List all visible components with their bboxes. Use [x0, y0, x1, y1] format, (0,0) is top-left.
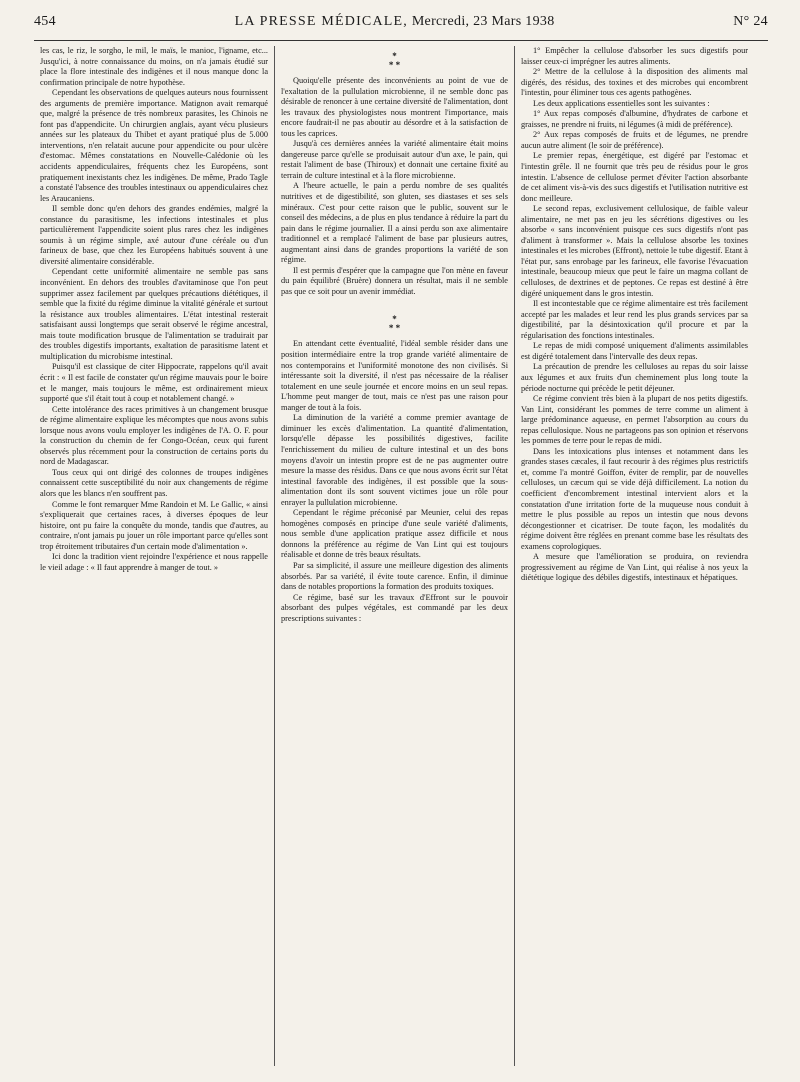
text-columns [34, 46, 770, 1066]
paragraph: Dans les intoxications plus intenses et notamment dans les grandes stases cæcales, il faut recourir à des régimes plus restrictifs et, comme l'a montré Goiffon, éviter de remplir, par de nouvelles celluloses, un cæcum qui se vide déjà difficilement. La notion du coefficient d'encombrement intestinal intervient alors et la constatation d'une irritation forte de la muqueuse nous conduit à mettre le plus possible au repos un intestin que nous devons décongestionner et cicatriser. De toute façon, les modalités du régime doivent être réglées en prenant comme base les résultats des examens coprologiques. [521, 446, 748, 551]
paragraph: Le premier repas, énergétique, est digéré par l'estomac et l'intestin grêle. Il ne fournit que très peu de résidus pour le gros intestin. L'absence de cellulose permet d'éviter l'action absorbante de cet aliment vis-à-vis des sucs digestifs et l'utilisation nutritive est donc meilleure. [521, 151, 748, 203]
paragraph: Le second repas, exclusivement cellulosique, de faible valeur alimentaire, ne met pas en jeu les sécrétions digestives ou les absorbe « sans inconvénient puisque ces sucs digestifs n'ont pas d'aliment à transformer ». Mais la cellulose absorbe les toxines intestinales et les microbes (Effront), nettoie le tube digestif. Etant à l'état pur, sans enrobage par les farineux, elle favorise l'évacuation intestinale, beaucoup mieux que peut le faire un magma collant de celluloses, de dextrines et de peptones. Ce repas est destiné à être digéré uniquement dans le gros intestin. [521, 204, 748, 298]
paragraph: Comme le font remarquer Mme Randoin et M. Le Gallic, « ainsi s'expliquerait que certaines races, à diverses époques de leur histoire, ont pu faire la conquête du monde, tandis que d'autres, au contraire, n'ont jamais pu jouer un rôle important parce qu'elles sont trop étroitement tributaires d'un certain mode d'alimentation ». [40, 499, 268, 551]
paragraph: Ce régime, basé sur les travaux d'Effront sur le pouvoir absorbant des pulpes végétales, est commandé par les deux prescriptions suivantes : [281, 592, 508, 623]
paragraph: 2° Aux repas composés de fruits et de légumes, ne prendre aucun autre aliment (le soir de préférence). [521, 130, 748, 150]
column-2 [274, 46, 514, 1066]
paragraph: les cas, le riz, le sorgho, le mil, le maïs, le manioc, l'igname, etc... Jusqu'ici, à notre connaissance du moins, on n'a jamais étudié sur place la flore intestinale des indigènes et il nous manque donc la confirmation principale de notre hypothèse. [40, 46, 268, 87]
column-3 [514, 46, 754, 1066]
paragraph: Ce régime convient très bien à la plupart de nos petits digestifs. Van Lint, considérant les pommes de terre comme un aliment à large prédominance aqueuse, en permet l'absorption au cours du repas cellulosique. Nous ne partageons pas son opinion et réservons les pommes de terre pour le repas de midi. [521, 394, 748, 446]
paragraph: Il semble donc qu'en dehors des grandes endémies, malgré la constance du parasitisme, les infections intestinales et plus particulièrement l'appendicite soient plus rares chez les indigènes soumis à un régime simple, axé autour d'une céréale ou d'un farineux de base, que chez les Européens habitués souvent à une diversité alimentaire considérable. [40, 204, 268, 266]
paragraph: La précaution de prendre les celluloses au repas du soir laisse aux légumes et aux fruits d'un cheminement plus long toute la période nocturne qui précède le petit déjeuner. [521, 362, 748, 393]
journal-name: LA PRESSE MÉDICALE, [234, 14, 408, 29]
column-2-part-a [281, 76, 508, 297]
paragraph: Puisqu'il est classique de citer Hippocrate, rappelons qu'il avait écrit : « Il est facile de constater qu'un régime mauvais pour le boire et le manger, mais toujours le même, est ordinairement mieux supporté que s'il était tout à coup et notablement changé. » [40, 362, 268, 404]
paragraph: Cependant le régime préconisé par Meunier, celui des repas homogènes composés en principe d'une seule variété d'aliments, nous semble d'une application pratique assez difficile et nous donnons la préférence au régime de Van Lint qui est toujours réalisable et donne de très beaux résultats. [281, 508, 508, 560]
paragraph: Il est permis d'espérer que la campagne que l'on mène en faveur du pain équilibré (Bruère) donnera un résultat, mais il ne semble pas que ce soit pour un avenir immédiat. [281, 265, 508, 296]
paragraph: Quoiqu'elle présente des inconvénients au point de vue de l'exaltation de la pullulation microbienne, il ne semble donc pas désirable de renoncer à une certaine diversité de l'alimentation, dont les travaux des physiologistes nous montrent l'importance, mais encore faudrait-il ne pas aboutir au désordre et à la satisfaction de tous les caprices. [281, 76, 508, 138]
paragraph: A mesure que l'amélioration se produira, on reviendra progressivement au régime de Van Lint, qui réalise à nos yeux la diététique logique des débiles digestifs, intestinaux et hépatiques. [521, 552, 748, 583]
paragraph: Cette intolérance des races primitives à un changement brusque de régime alimentaire explique les mécomptes que nous avons subis lorsque nous avons voulu employer les indigènes de l'A. O. F. pour la construction du chemin de fer Congo-Océan, ceux qui furent observés plus récemment pour la construction de certains ports du nord de Madagascar. [40, 404, 268, 467]
paragraph: 1° Empêcher la cellulose d'absorber les sucs digestifs pour laisser ceux-ci imprégner les autres aliments. [521, 46, 748, 66]
paragraph: Par sa simplicité, il assure une meilleure digestion des aliments absorbés. Par sa variété, il évite toute carence. Enfin, il diminue dans de notables proportions la formation des produits toxiques. [281, 560, 508, 592]
paragraph: Les deux applications essentielles sont les suivantes : [533, 98, 710, 108]
paragraph: 2° Mettre de la cellulose à la disposition des aliments mal digérés, des résidus, des toxines et des microbes qui encombrent l'intestin, pour éliminer tous ces agents pathogènes. [521, 67, 748, 98]
page-header [34, 14, 768, 40]
paragraph: Tous ceux qui ont dirigé des colonnes de troupes indigènes connaissent cette susceptibilité du noir aux changements de régime alors que les blancs n'en souffrent pas. [40, 467, 268, 498]
paragraph: Cependant les observations de quelques auteurs nous fournissent des arguments de première importance. Matignon avait remarqué que, malgré la présence de très nombreux parasites, les Chinois ne font pas d'appendicite. Un chirurgien anglais, ayant vécu plusieurs années sur les plateaux du Thibet et ayant pratiqué plus de 5.000 interventions, n'en relatait aucune pour appendicite ou pour ulcère d'estomac. Mêmes constatations en Nouvelle-Calédonie où les accidents appendiculaires, fréquents chez les Européens, sont pratiquement inexistants chez les indigènes. De même, Prado Tagle a constaté l'absence des troubles intestinaux ou appendiculaires chez les Araucaniens. [40, 88, 268, 203]
paragraph: Jusqu'à ces dernières années la variété alimentaire était moins dangereuse parce qu'elle se produisait autour d'un axe, le pain, qui restait l'aliment de base (Thiroux) et donnait une certaine fixité au terrain de culture intestinal et à la flore microbienne. [281, 139, 508, 180]
journal-title-line [235, 14, 555, 30]
paragraph: Ici donc la tradition vient rejoindre l'expérience et nous rappelle le vieil adage : « Il faut apprendre à manger de tout. » [40, 552, 268, 572]
paragraph: Il est incontestable que ce régime alimentaire est très facilement accepté par les malades et leur rend les plus grands services par sa digestibilité, par la désintoxication qu'il procure et par la régularisation des fonctions intestinales. [521, 299, 748, 340]
paragraph: A l'heure actuelle, le pain a perdu nombre de ses qualités nutritives et de digestibilité, son gluten, ses diastases et ses sels minéraux. C'est pour cette raison que le public, souvent sur le conseil des médecins, a de plus en plus tendance à réduire la part du pain dans le régime journalier. Il a ainsi perdu son axe alimentaire traditionnel et a remplacé l'aliment de base par plusieurs autres, augmentant ainsi dans de grandes proportions la variété de son régime. [281, 181, 508, 265]
paragraph: Le repas de midi composé uniquement d'aliments assimilables est digéré totalement dans l'intervalle des deux repas. [521, 341, 748, 361]
section-separator-1: * * * [388, 51, 401, 70]
issue-number: N° 24 [733, 14, 768, 29]
column-1 [34, 46, 274, 1066]
paragraph: La diminution de la variété a comme premier avantage de diminuer les excès d'alimentation. La quantité d'alimentation, lorsqu'elle dépasse les possibilités digestives, facilite l'enrichissement du milieu de culture intestinal et un des bons moyens d'avoir un intestin propre est de ne pas augmenter outre mesure la masse des résidus. Dans ce que nous avons écrit sur l'état intestinal favorable des indigènes, il est possible que la sous-alimentation dont ils sont souvent victimes joue un rôle pour enrayer la pullulation microbienne. [281, 413, 508, 507]
page-number: 454 [34, 14, 56, 29]
paragraph: En attendant cette éventualité, l'idéal semble résider dans une position intermédiaire entre la trop grande variété alimentaire de nos contemporains et l'uniformité monotone des non civilisés. Si intéressante soit la diversité, il n'est pas nécessaire de la réaliser totalement en une seule journée et encore moins en un seul repas. L'homme peut manger de tout, mais ce n'est pas une raison pour manger de tout à la fois. [281, 339, 508, 412]
paragraph: 1° Aux repas composés d'albumine, d'hydrates de carbone et graisses, ne prendre ni fruits, ni légumes (à midi de préférence). [521, 109, 748, 129]
issue-date: Mercredi, 23 Mars 1938 [411, 14, 555, 29]
column-2-part-b [281, 339, 508, 624]
section-separator-2: * * * [388, 314, 401, 334]
paragraph: Cependant cette uniformité alimentaire ne semble pas sans inconvénient. En dehors des troubles d'avitaminose que l'on peut supprimer assez facilement par quelques précautions diététiques, il semble que la fixité du régime diminue la vitalité générale et surtout la résistance aux troubles alimentaires. L'état intestinal resterait satisfaisant aussi longtemps que serait observé le régime ancestral, mais toute modification brusque de l'alimentation se traduirait par des troubles digestifs importants, exaltation de parasitisme latent et multiplication du microbisme intestinal. [40, 267, 268, 361]
header-rule [34, 40, 768, 41]
